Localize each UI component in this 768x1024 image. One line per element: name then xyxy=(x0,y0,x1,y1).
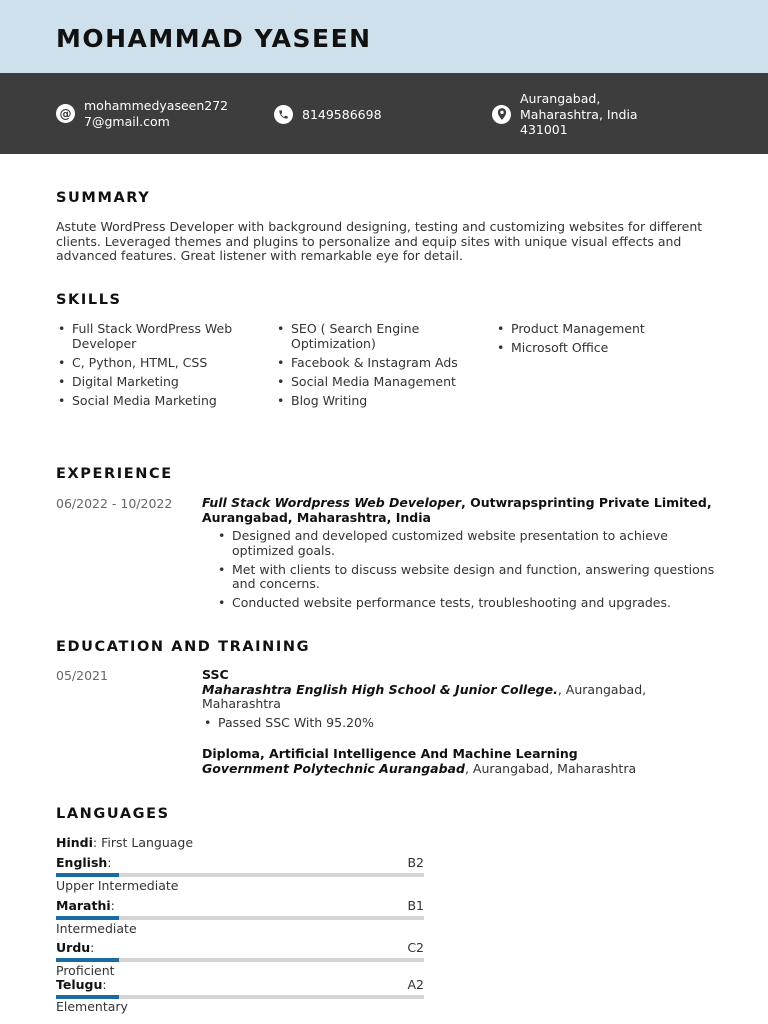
ssc-school: Maharashtra English High School & Junior College. xyxy=(202,681,558,697)
summary-heading: SUMMARY xyxy=(56,190,151,206)
language-name: Marathi xyxy=(56,898,111,913)
education-heading: EDUCATION AND TRAINING xyxy=(56,639,311,655)
education-diploma xyxy=(202,747,722,776)
contact-bar xyxy=(0,73,768,154)
language-level: C2 xyxy=(407,940,424,955)
skill-item: • C, Python, HTML, CSS xyxy=(56,356,256,371)
experience-bullet: • Met with clients to discuss website design and function, answering questions and concerns. xyxy=(216,563,716,592)
language-bar-urdu xyxy=(56,958,424,962)
phone-number: 8149586698 xyxy=(302,106,382,122)
experience-bullet: • Designed and developed customized website presentation to achieve optimized goals. xyxy=(216,529,716,558)
summary-text: Astute WordPress Developer with background designing, testing and customizing websites for different clients. Leveraged themes and plugins to personalize and equip sites with unique visual effects and advanced features. Great listener with remarkable eye for detail. xyxy=(56,219,703,263)
education-ssc xyxy=(202,668,722,712)
skill-item: • Social Media Marketing xyxy=(56,394,256,409)
experience-heading: EXPERIENCE xyxy=(56,466,173,482)
contact-address xyxy=(492,91,638,138)
skill-item: • Product Management xyxy=(495,322,715,337)
email-icon: @ xyxy=(56,104,75,123)
address-line-1: Aurangabad, xyxy=(520,91,601,106)
language-native-name: Hindi xyxy=(56,835,93,850)
candidate-name: MOHAMMAD YASEEN xyxy=(56,24,372,53)
diploma-field: , Artificial Intelligence And Machine Learning xyxy=(259,746,578,761)
skill-item: • Blog Writing xyxy=(275,394,465,409)
ssc-title: SSC xyxy=(202,667,229,682)
company-name: , Outwrapsprinting Private Limited, Aurangabad, Maharashtra, India xyxy=(202,495,712,525)
location-icon xyxy=(492,105,511,124)
experience-date: 06/2022 - 10/2022 xyxy=(56,496,173,511)
language-name: Telugu xyxy=(56,977,103,992)
skill-item: • SEO ( Search Engine Optimization) xyxy=(275,322,465,351)
language-desc: Intermediate xyxy=(56,921,137,936)
language-bar-fill xyxy=(56,916,119,920)
skill-item: • Digital Marketing xyxy=(56,375,256,390)
ssc-bullet: • Passed SSC With 95.20% xyxy=(202,716,702,731)
skills-column-1 xyxy=(56,322,256,413)
skill-item: • Microsoft Office xyxy=(495,341,715,356)
language-name: Urdu xyxy=(56,940,91,955)
language-bar-english xyxy=(56,873,424,877)
skills-column-2 xyxy=(275,322,465,413)
language-row-telugu xyxy=(56,977,424,992)
education-date: 05/2021 xyxy=(56,668,108,683)
email-line-1: mohammedyaseen272 xyxy=(84,98,229,113)
language-bar-fill xyxy=(56,958,119,962)
language-level: B1 xyxy=(407,898,424,913)
skill-item: • Full Stack WordPress Web Developer xyxy=(56,322,256,351)
job-title-line xyxy=(202,496,722,525)
language-level: A2 xyxy=(407,977,424,992)
language-desc: Upper Intermediate xyxy=(56,878,179,893)
language-desc: Elementary xyxy=(56,999,128,1014)
language-colon: : xyxy=(90,940,95,955)
experience-bullet: • Conducted website performance tests, troubleshooting and upgrades. xyxy=(216,596,716,611)
language-row-marathi xyxy=(56,898,424,913)
address-line-3: 431001 xyxy=(520,122,568,137)
language-level: B2 xyxy=(407,855,424,870)
language-colon: : xyxy=(107,855,112,870)
address-line-2: Maharashtra, India xyxy=(520,106,638,122)
language-colon: : xyxy=(110,898,115,913)
skills-heading: SKILLS xyxy=(56,292,122,308)
contact-phone[interactable] xyxy=(274,105,382,124)
language-name: English xyxy=(56,855,108,870)
skill-item: • Social Media Management xyxy=(275,375,465,390)
contact-email[interactable] xyxy=(56,98,228,129)
job-title: Full Stack Wordpress Web Developer xyxy=(202,495,461,510)
skill-item: • Facebook & Instagram Ads xyxy=(275,356,465,371)
skills-column-3 xyxy=(495,322,715,360)
language-row-urdu xyxy=(56,940,424,955)
email-line-2: 7@gmail.com xyxy=(84,113,170,129)
diploma-location: , Aurangabad, Maharashtra xyxy=(464,760,637,776)
language-colon: : xyxy=(102,977,107,992)
language-bar-marathi xyxy=(56,916,424,920)
ssc-bullets xyxy=(202,716,702,735)
phone-icon xyxy=(274,105,293,124)
diploma-school: Government Polytechnic Aurangabad xyxy=(202,760,465,776)
languages-heading: LANGUAGES xyxy=(56,806,170,822)
language-native-desc: : First Language xyxy=(92,835,194,850)
language-native xyxy=(56,835,424,850)
diploma-degree: Diploma xyxy=(202,746,260,761)
language-bar-fill xyxy=(56,873,119,877)
ssc-location: , Aurangabad, Maharashtra xyxy=(202,681,647,711)
language-row-english xyxy=(56,855,424,870)
language-desc: Proficient xyxy=(56,963,115,978)
experience-bullets xyxy=(216,529,716,615)
